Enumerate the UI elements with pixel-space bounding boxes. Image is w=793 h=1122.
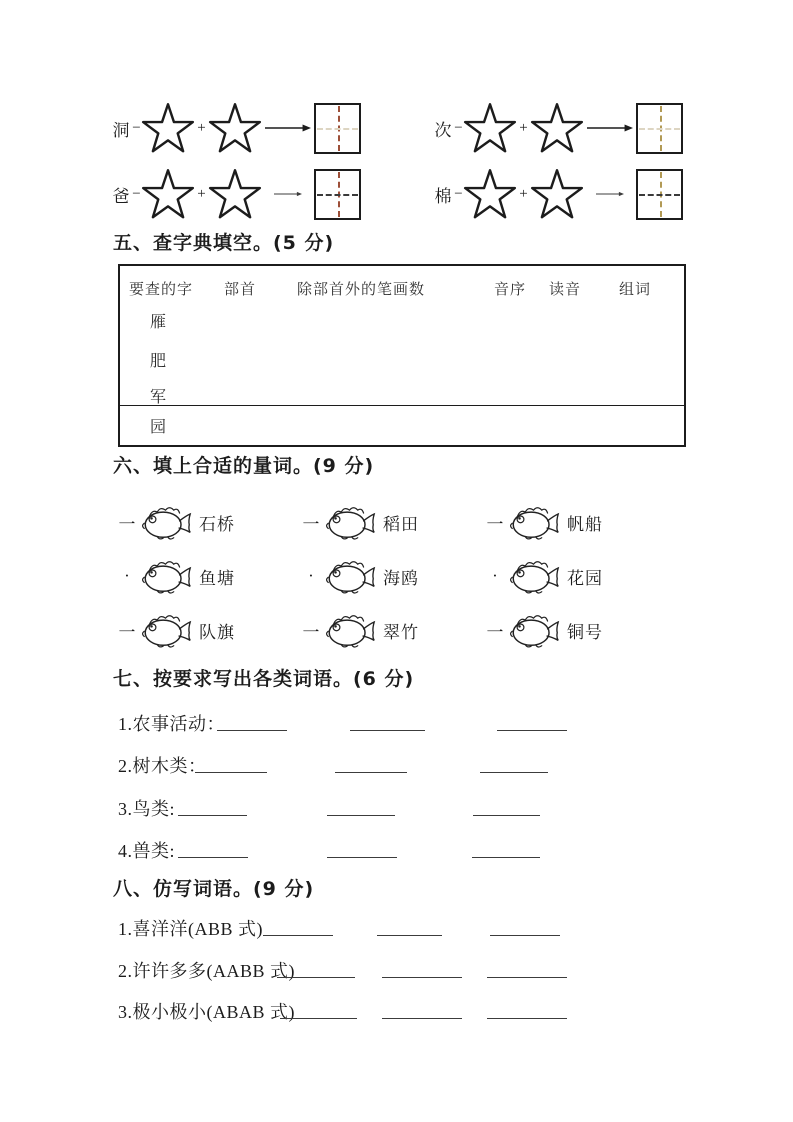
quantity-prefix: 一 bbox=[118, 622, 136, 642]
star-icon bbox=[141, 165, 195, 223]
quantity-prefix: 一 bbox=[302, 622, 320, 642]
noun-label: 稻田 bbox=[383, 514, 419, 534]
writing-grid-box bbox=[636, 169, 683, 220]
minus-operator: − bbox=[454, 119, 463, 136]
answer-blank bbox=[480, 750, 548, 773]
table-row-character: 雁 bbox=[150, 314, 167, 331]
answer-blank bbox=[487, 955, 567, 978]
noun-label: 帆船 bbox=[567, 514, 603, 534]
quantity-prefix: 一 bbox=[486, 514, 504, 534]
quantity-prefix: · bbox=[492, 566, 498, 585]
noun-label: 翠竹 bbox=[383, 622, 419, 642]
answer-blank bbox=[473, 793, 540, 816]
section8-title: 八、仿写词语。(9 分) bbox=[113, 878, 315, 900]
star-icon bbox=[530, 99, 584, 157]
fish-icon bbox=[322, 555, 380, 597]
table-row-character: 肥 bbox=[150, 353, 167, 370]
answer-blank bbox=[178, 793, 247, 816]
measure-word-item bbox=[118, 498, 235, 546]
star-icon bbox=[208, 99, 262, 157]
measure-word-item bbox=[118, 606, 235, 654]
decomposition-item bbox=[110, 97, 361, 159]
writing-grid-box bbox=[314, 103, 361, 154]
decomposition-item bbox=[432, 97, 683, 159]
table-row-character: 园 bbox=[150, 419, 167, 436]
noun-label: 花园 bbox=[567, 568, 603, 588]
plus-operator: + bbox=[519, 119, 528, 136]
quantity-prefix: 一 bbox=[302, 514, 320, 534]
table-header: 部首 bbox=[224, 282, 257, 298]
quantity-prefix: 一 bbox=[486, 622, 504, 642]
answer-blank bbox=[263, 913, 333, 936]
answer-blank bbox=[217, 708, 287, 731]
star-icon bbox=[463, 99, 517, 157]
measure-word-item bbox=[486, 552, 603, 600]
quantity-prefix: · bbox=[124, 566, 130, 585]
dictionary-table bbox=[118, 264, 686, 447]
arrow-right-icon bbox=[587, 122, 633, 134]
answer-blank bbox=[335, 750, 407, 773]
measure-word-item bbox=[302, 552, 419, 600]
table-divider bbox=[120, 405, 684, 406]
quantity-prefix: 一 bbox=[118, 514, 136, 534]
star-icon bbox=[463, 165, 517, 223]
answer-blank bbox=[277, 955, 355, 978]
answer-blank bbox=[490, 913, 560, 936]
noun-label: 石桥 bbox=[199, 514, 235, 534]
measure-word-item bbox=[486, 498, 603, 546]
pattern-label: 1.喜洋洋(ABB 式) bbox=[118, 919, 263, 939]
measure-word-item bbox=[302, 498, 419, 546]
fish-icon bbox=[506, 555, 564, 597]
minus-operator: − bbox=[454, 185, 463, 202]
answer-blank bbox=[497, 708, 567, 731]
category-label: 2.树木类： bbox=[118, 756, 207, 776]
writing-grid-box bbox=[314, 169, 361, 220]
answer-blank bbox=[350, 708, 425, 731]
fish-icon bbox=[322, 501, 380, 543]
noun-label: 铜号 bbox=[567, 622, 603, 642]
minus-operator: − bbox=[132, 119, 141, 136]
category-label: 4.兽类: bbox=[118, 841, 176, 861]
fish-icon bbox=[138, 501, 196, 543]
table-header: 读音 bbox=[549, 282, 582, 298]
writing-grid-box bbox=[636, 103, 683, 154]
arrow-right-icon bbox=[265, 122, 311, 134]
star-icon bbox=[208, 165, 262, 223]
table-header: 要查的字 bbox=[129, 282, 194, 298]
noun-label: 鱼塘 bbox=[199, 568, 235, 588]
table-header: 除部首外的笔画数 bbox=[297, 282, 426, 298]
answer-blank bbox=[178, 835, 248, 858]
answer-blank bbox=[487, 996, 567, 1019]
pattern-label: 2.许许多多(AABB 式) bbox=[118, 961, 295, 981]
answer-blank bbox=[382, 955, 462, 978]
pattern-label: 3.极小极小(ABAB 式) bbox=[118, 1002, 295, 1022]
noun-label: 队旗 bbox=[199, 622, 235, 642]
measure-word-item bbox=[486, 606, 603, 654]
section5-title: 五、查字典填空。(5 分) bbox=[113, 232, 335, 254]
plus-operator: + bbox=[519, 185, 528, 202]
fish-icon bbox=[506, 501, 564, 543]
measure-word-item bbox=[118, 552, 235, 600]
star-icon bbox=[141, 99, 195, 157]
table-row-character: 军 bbox=[150, 389, 167, 406]
source-character: 爸 bbox=[112, 186, 130, 206]
answer-blank bbox=[280, 996, 357, 1019]
answer-blank bbox=[377, 913, 442, 936]
decomposition-item bbox=[110, 163, 361, 225]
table-header: 音序 bbox=[494, 282, 527, 298]
table-header: 组词 bbox=[619, 282, 652, 298]
source-character: 洞 bbox=[112, 120, 130, 140]
noun-label: 海鸥 bbox=[383, 568, 419, 588]
star-icon bbox=[530, 165, 584, 223]
fish-icon bbox=[138, 555, 196, 597]
fish-icon bbox=[506, 609, 564, 651]
section6-title: 六、填上合适的量词。(9 分) bbox=[113, 455, 375, 477]
fish-icon bbox=[322, 609, 380, 651]
category-label: 1.农事活动： bbox=[118, 714, 225, 734]
plus-operator: + bbox=[197, 119, 206, 136]
answer-blank bbox=[195, 750, 267, 773]
answer-blank bbox=[327, 835, 397, 858]
minus-operator: − bbox=[132, 185, 141, 202]
fish-icon bbox=[138, 609, 196, 651]
plus-operator: + bbox=[197, 185, 206, 202]
answer-blank bbox=[472, 835, 540, 858]
answer-blank bbox=[327, 793, 395, 816]
arrow-right-icon bbox=[596, 188, 624, 200]
source-character: 次 bbox=[434, 120, 452, 140]
decomposition-item bbox=[432, 163, 683, 225]
quantity-prefix: · bbox=[308, 566, 314, 585]
answer-blank bbox=[382, 996, 462, 1019]
arrow-right-icon bbox=[274, 188, 302, 200]
section7-title: 七、按要求写出各类词语。(6 分) bbox=[113, 668, 415, 690]
category-label: 3.鸟类: bbox=[118, 799, 176, 819]
measure-word-item bbox=[302, 606, 419, 654]
source-character: 棉 bbox=[434, 186, 452, 206]
